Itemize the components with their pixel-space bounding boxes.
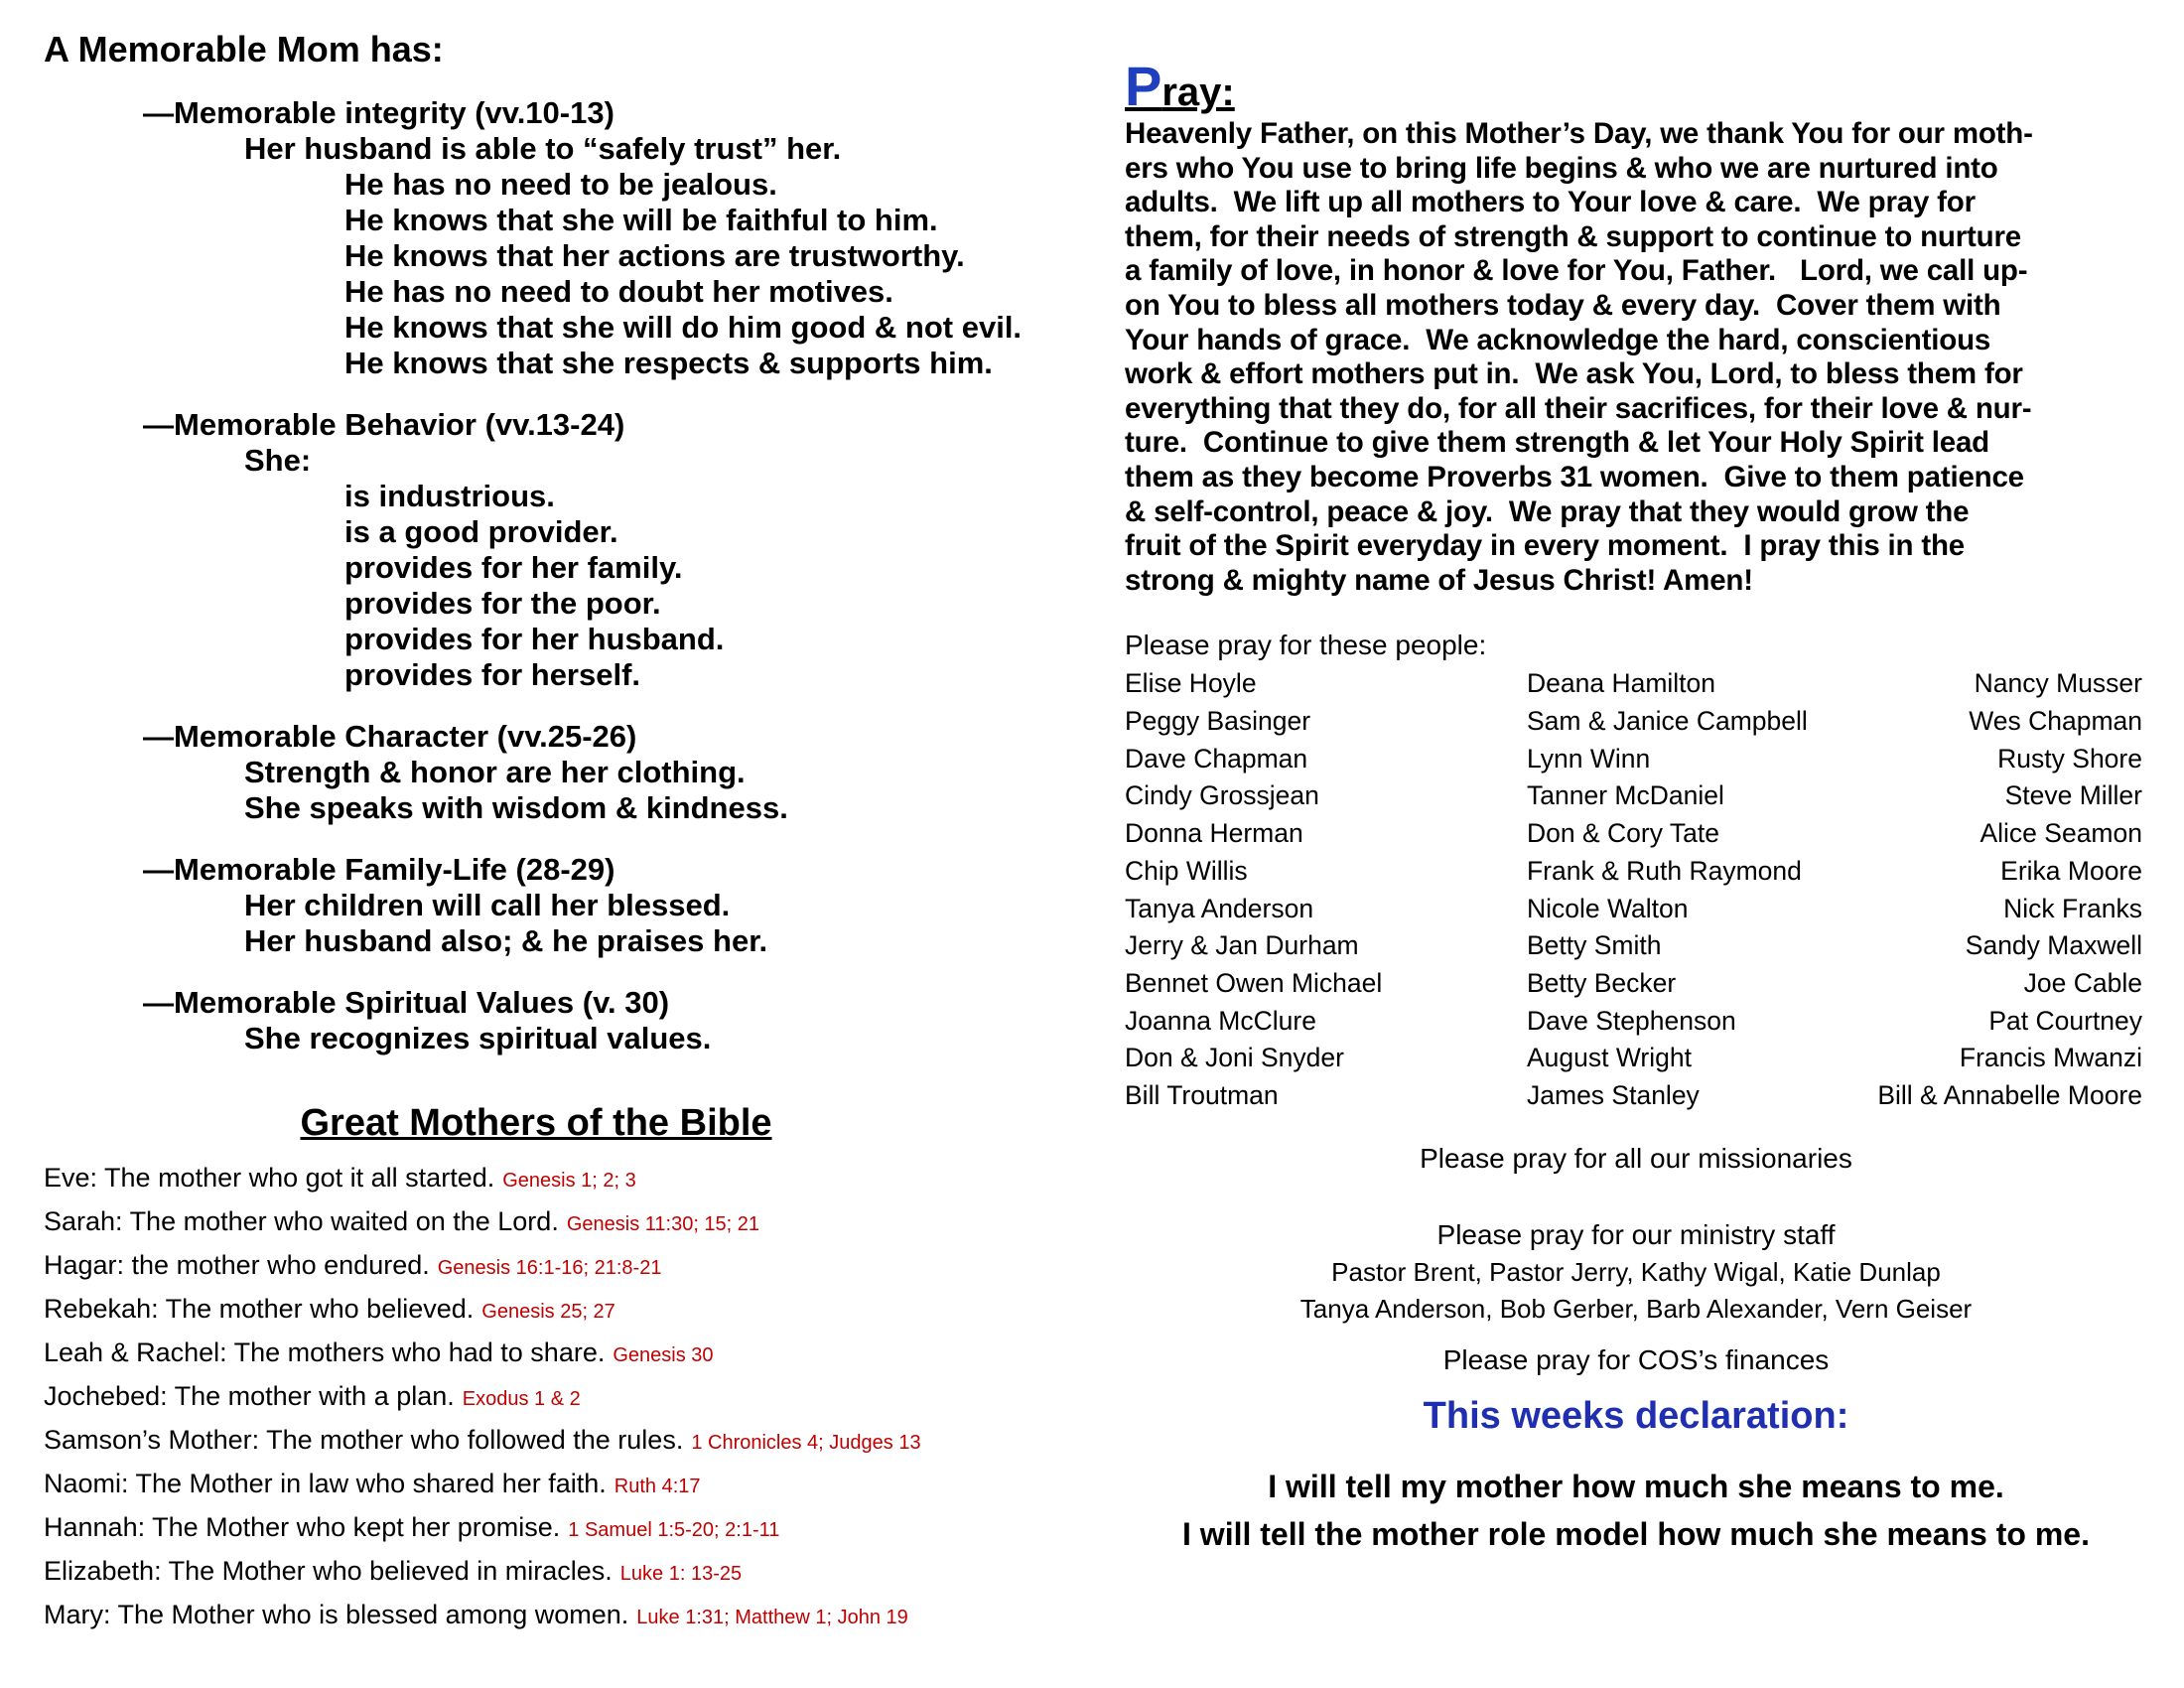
people-intro: Please pray for these people: (1125, 630, 1487, 661)
great-mother-ref: Exodus 1 & 2 (462, 1388, 581, 1410)
left-column (44, 28, 1096, 1638)
declaration-line-1: I will tell my mother how much she means to me. (1268, 1468, 2004, 1504)
mom-section-heading-text: —Memorable Spiritual Values (143, 985, 575, 1020)
great-mother-item (44, 1420, 1096, 1464)
person-name: Bill Troutman (1125, 1080, 1279, 1111)
mom-section-heading (44, 985, 1096, 1021)
great-mother-item (44, 1507, 1096, 1551)
mom-section-line: She recognizes spiritual values. (244, 1021, 712, 1055)
person-name: Pat Courtney (1988, 1005, 2142, 1036)
great-mother-text: Naomi: The Mother in law who shared her faith. (44, 1469, 607, 1498)
person-name: Joe Cable (2023, 967, 2142, 998)
mom-section (44, 407, 1096, 693)
great-mother-text: Samson’s Mother: The mother who followed the rules. (44, 1425, 684, 1455)
person-name: Frank & Ruth Raymond (1527, 855, 1802, 886)
person-name: Peggy Basinger (1125, 706, 1311, 737)
people-grid (1125, 665, 2147, 1114)
great-mother-item (44, 1376, 1096, 1420)
declaration-line-2: I will tell the mother role model how much she means to me. (1182, 1515, 2090, 1552)
mom-section-line: He has no need to doubt her motives. (344, 274, 893, 309)
person-name: Elise Hoyle (1125, 668, 1257, 699)
great-mother-ref: 1 Samuel 1:5-20; 2:1-11 (568, 1519, 780, 1541)
great-mothers-list (44, 1158, 1096, 1638)
great-mother-item (44, 1595, 1096, 1638)
great-mother-text: Hagar: the mother who endured. (44, 1250, 430, 1280)
mom-section-line: He knows that she will be faithful to him. (344, 203, 938, 237)
finances-request: Please pray for COS’s finances (1442, 1343, 1830, 1375)
person-name: Wes Chapman (1969, 706, 2142, 737)
great-mother-text: Rebekah: The mother who believed. (44, 1294, 475, 1324)
mom-section (44, 95, 1096, 381)
mom-section-heading (44, 719, 1096, 755)
great-mother-text: Sarah: The mother who waited on the Lord. (44, 1206, 559, 1236)
person-name: Don & Cory Tate (1527, 818, 1719, 849)
person-name: Bill & Annabelle Moore (1877, 1080, 2142, 1111)
prayer-line: ers who You use to bring life begins & who we are nurtured into (1125, 151, 1998, 185)
mom-section (44, 985, 1096, 1056)
mom-section-heading (44, 95, 1096, 131)
prayer-line: them as they become Proverbs 31 women. Give to them patience (1125, 460, 2024, 493)
mom-section-ref: (vv.10-13) (475, 95, 614, 130)
mom-section-line: She speaks with wisdom & kindness. (244, 790, 788, 825)
prayer-line: everything that they do, for all their sacrifices, for their love & nur- (1125, 391, 2032, 425)
person-name: Deana Hamilton (1527, 668, 1716, 699)
great-mother-text: Leah & Rachel: The mothers who had to share. (44, 1337, 606, 1367)
person-name: Nancy Musser (1974, 668, 2142, 699)
mom-section-line: Her husband is able to “safely trust” her. (244, 131, 842, 166)
prayer-line: Heavenly Father, on this Mother’s Day, we thank You for our moth- (1125, 117, 2033, 150)
missionaries-request: Please pray for all our missionaries (1420, 1142, 1852, 1174)
mom-section-ref: (v. 30) (582, 985, 670, 1020)
staff-line-2: Tanya Anderson, Bob Gerber, Barb Alexander, Vern Geiser (1299, 1293, 1973, 1324)
great-mother-ref: Genesis 25; 27 (481, 1301, 615, 1323)
mom-section-line: He knows that she will do him good & not evil. (344, 310, 1023, 345)
person-name: Don & Joni Snyder (1125, 1043, 1344, 1073)
mom-section-line: Her children will call her blessed. (244, 888, 731, 922)
mom-section-line: He has no need to be jealous. (344, 167, 777, 202)
prayer-line: fruit of the Spirit everyday in every moment. I pray this in the (1125, 529, 1965, 563)
great-mother-text: Jochebed: The mother with a plan. (44, 1381, 455, 1411)
mom-section-line: is a good provider. (344, 514, 618, 549)
person-name: Joanna McClure (1125, 1005, 1316, 1036)
person-name: Francis Mwanzi (1959, 1043, 2142, 1073)
mom-section (44, 852, 1096, 959)
prayer-line: & self-control, peace & joy. We pray that they would grow the (1125, 494, 1970, 528)
staff-line-1: Pastor Brent, Pastor Jerry, Kathy Wigal, Katie Dunlap (1331, 1256, 1941, 1287)
mom-section-line: provides for her family. (344, 550, 683, 585)
prayer-line: Your hands of grace. We acknowledge the hard, conscientious (1125, 323, 1991, 356)
pray-title-initial: P (1125, 55, 1162, 117)
mom-section-heading-text: —Memorable integrity (143, 95, 467, 130)
mom-section-heading-text: —Memorable Behavior (143, 407, 477, 442)
mom-section-line: provides for the poor. (344, 586, 661, 621)
great-mother-ref: Luke 1: 13-25 (619, 1563, 743, 1585)
great-mother-ref: 1 Chronicles 4; Judges 13 (691, 1432, 921, 1454)
person-name: Nick Franks (2003, 893, 2142, 923)
person-name: Betty Smith (1527, 930, 1662, 961)
mom-section-heading (44, 852, 1096, 888)
prayer-line: ture. Continue to give them strength & let Your Holy Spirit lead (1125, 426, 1989, 460)
declaration-title: This weeks declaration: (1423, 1394, 1849, 1437)
great-mother-ref: Genesis 1; 2; 3 (502, 1170, 636, 1192)
mom-section-heading (44, 407, 1096, 443)
person-name: Alice Seamon (1979, 818, 2142, 849)
person-name: James Stanley (1527, 1080, 1700, 1111)
great-mother-ref: Genesis 30 (613, 1344, 714, 1366)
person-name: Steve Miller (2004, 780, 2142, 811)
mom-section (44, 719, 1096, 826)
person-name: Dave Chapman (1125, 743, 1308, 774)
person-name: Tanner McDaniel (1527, 780, 1724, 811)
mom-section-line: Strength & honor are her clothing. (244, 755, 746, 789)
person-name: Nicole Walton (1527, 893, 1689, 923)
person-name: Donna Herman (1125, 818, 1303, 849)
mom-section-ref: (vv.13-24) (484, 407, 625, 442)
pray-title-rest: ray: (1161, 70, 1235, 114)
great-mother-item (44, 1333, 1096, 1376)
person-name: Sam & Janice Campbell (1527, 706, 1808, 737)
great-mother-item (44, 1289, 1096, 1333)
person-name: Chip Willis (1125, 855, 1248, 886)
prayer-line: strong & mighty name of Jesus Christ! Amen! (1125, 563, 1753, 597)
person-name: Sandy Maxwell (1965, 930, 2142, 961)
prayer-line: on You to bless all mothers today & every day. Cover them with (1125, 288, 2001, 322)
mom-section-line: provides for herself. (344, 657, 641, 692)
right-column (1125, 55, 2147, 1558)
great-mother-item (44, 1464, 1096, 1507)
great-mother-ref: Genesis 16:1-16; 21:8-21 (437, 1257, 662, 1279)
person-name: Tanya Anderson (1125, 893, 1314, 923)
person-name: Dave Stephenson (1527, 1005, 1736, 1036)
person-name: Jerry & Jan Durham (1125, 930, 1359, 961)
memorable-mom-sections (44, 95, 1096, 1056)
prayer-line: them, for their needs of strength & support to continue to nurture (1125, 219, 2021, 253)
great-mother-text: Eve: The mother who got it all started. (44, 1163, 495, 1193)
great-mother-text: Mary: The Mother who is blessed among women. (44, 1600, 629, 1629)
mom-section-ref: (vv.25-26) (496, 719, 637, 754)
prayer-text (1125, 117, 2147, 598)
great-mother-ref: Ruth 4:17 (614, 1476, 701, 1497)
great-mothers-title: Great Mothers of the Bible (300, 1102, 772, 1144)
mom-section-line: He knows that she respects & supports him. (344, 346, 993, 380)
person-name: Cindy Grossjean (1125, 780, 1319, 811)
staff-heading: Please pray for our ministry staff (1436, 1218, 1836, 1250)
great-mother-ref: Genesis 11:30; 15; 21 (566, 1213, 760, 1235)
prayer-line: work & effort mothers put in. We ask You, Lord, to bless them for (1125, 357, 2023, 391)
person-name: Betty Becker (1527, 967, 1677, 998)
memorable-mom-title: A Memorable Mom has: (44, 29, 444, 70)
mom-section-line: is industrious. (344, 479, 555, 513)
mom-section-line: Her husband also; & he praises her. (244, 923, 768, 958)
prayer-line: a family of love, in honor & love for You, Father. Lord, we call up- (1125, 254, 2028, 288)
great-mother-item (44, 1158, 1096, 1201)
pray-title (1125, 55, 2147, 117)
person-name: Lynn Winn (1527, 743, 1651, 774)
great-mother-item (44, 1551, 1096, 1595)
mom-section-line: provides for her husband. (344, 622, 725, 656)
mom-section-ref: (28-29) (515, 852, 615, 887)
great-mother-text: Hannah: The Mother who kept her promise. (44, 1512, 561, 1542)
great-mother-text: Elizabeth: The Mother who believed in miracles. (44, 1556, 613, 1586)
mom-section-heading-text: —Memorable Character (143, 719, 489, 754)
prayer-line: adults. We lift up all mothers to Your love & care. We pray for (1125, 186, 1976, 219)
mom-section-line: She: (244, 443, 312, 478)
person-name: Bennet Owen Michael (1125, 967, 1383, 998)
person-name: Erika Moore (2000, 855, 2142, 886)
mom-section-heading-text: —Memorable Family-Life (143, 852, 507, 887)
person-name: August Wright (1527, 1043, 1692, 1073)
mom-section-line: He knows that her actions are trustworthy. (344, 238, 965, 273)
great-mother-ref: Luke 1:31; Matthew 1; John 19 (636, 1607, 908, 1628)
person-name: Rusty Shore (1997, 743, 2142, 774)
great-mother-item (44, 1245, 1096, 1289)
great-mother-item (44, 1201, 1096, 1245)
